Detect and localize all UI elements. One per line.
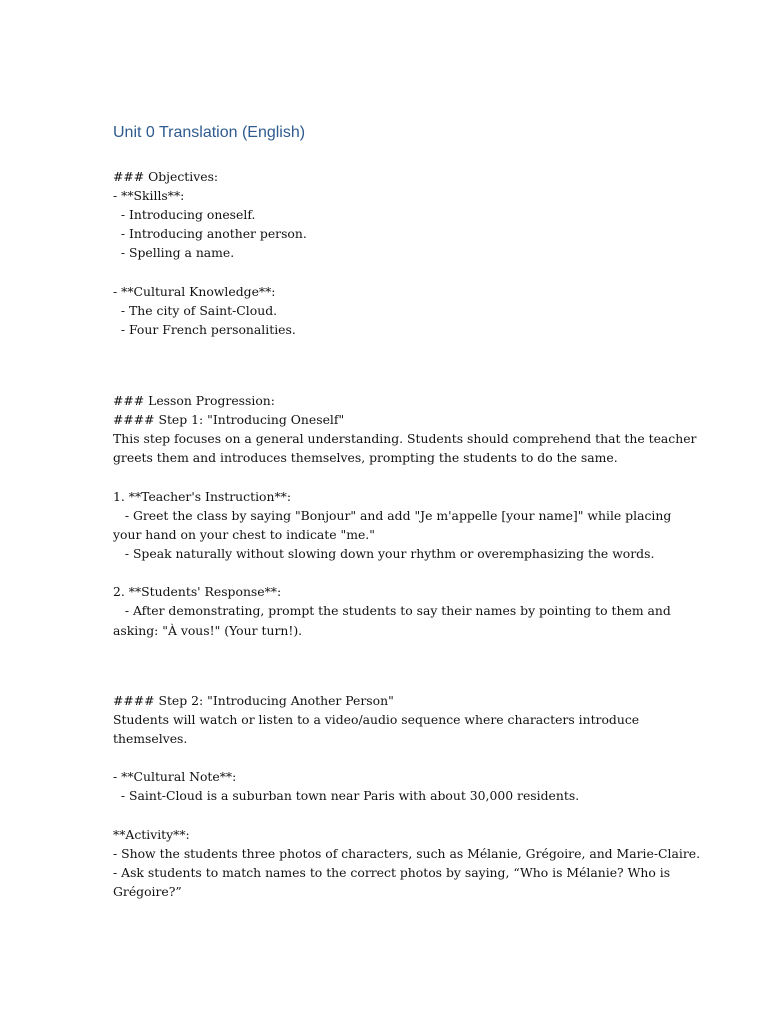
paragraph-line: - Speak naturally without slowing down your rhythm or overemphasizing the words. (113, 546, 655, 561)
lesson-progression-heading: ### Lesson Progression: (113, 393, 275, 408)
activity-item: - Show the students three photos of characters, such as Mélanie, Grégoire, and Marie-Claire. (113, 846, 701, 861)
cultural-note-item: - Saint-Cloud is a suburban town near Paris with about 30,000 residents. (113, 788, 580, 803)
skills-item: - Introducing another person. (113, 226, 307, 241)
document-title: Unit 0 Translation (English) (113, 124, 306, 141)
skills-item: - Spelling a name. (113, 245, 235, 260)
skills-item: - Introducing oneself. (113, 207, 256, 222)
activity-label: **Activity**: (113, 827, 190, 842)
paragraph-line: asking: "À vous!" (Your turn!). (113, 623, 303, 638)
cultural-knowledge-label: - **Cultural Knowledge**: (113, 284, 276, 299)
paragraph-line: greets them and introduces themselves, prompting the students to do the same. (113, 450, 618, 465)
step-1-heading: #### Step 1: "Introducing Oneself" (113, 412, 345, 427)
paragraph-line: This step focuses on a general understanding. Students should comprehend that the teacher (113, 431, 697, 446)
teacher-instruction-label: 1. **Teacher's Instruction**: (113, 489, 292, 504)
paragraph-line: themselves. (113, 731, 188, 746)
skills-label: - **Skills**: (113, 188, 185, 203)
cultural-knowledge-item: - The city of Saint-Cloud. (113, 303, 278, 318)
cultural-knowledge-item: - Four French personalities. (113, 322, 296, 337)
step-2-heading: #### Step 2: "Introducing Another Person" (113, 693, 394, 708)
paragraph-line: your hand on your chest to indicate "me." (113, 527, 375, 542)
paragraph-line: Students will watch or listen to a video/audio sequence where characters introduce (113, 712, 640, 727)
objectives-heading: ### Objectives: (113, 169, 219, 184)
paragraph-line: - After demonstrating, prompt the students to say their names by pointing to them and (113, 603, 671, 618)
activity-item: - Ask students to match names to the correct photos by saying, “Who is Mélanie? Who is (113, 865, 671, 880)
activity-item: Grégoire?” (113, 884, 182, 899)
paragraph-line: - Greet the class by saying "Bonjour" and add "Je m'appelle [your name]" while placing (113, 508, 672, 523)
cultural-note-label: - **Cultural Note**: (113, 769, 237, 784)
students-response-label: 2. **Students' Response**: (113, 584, 282, 599)
